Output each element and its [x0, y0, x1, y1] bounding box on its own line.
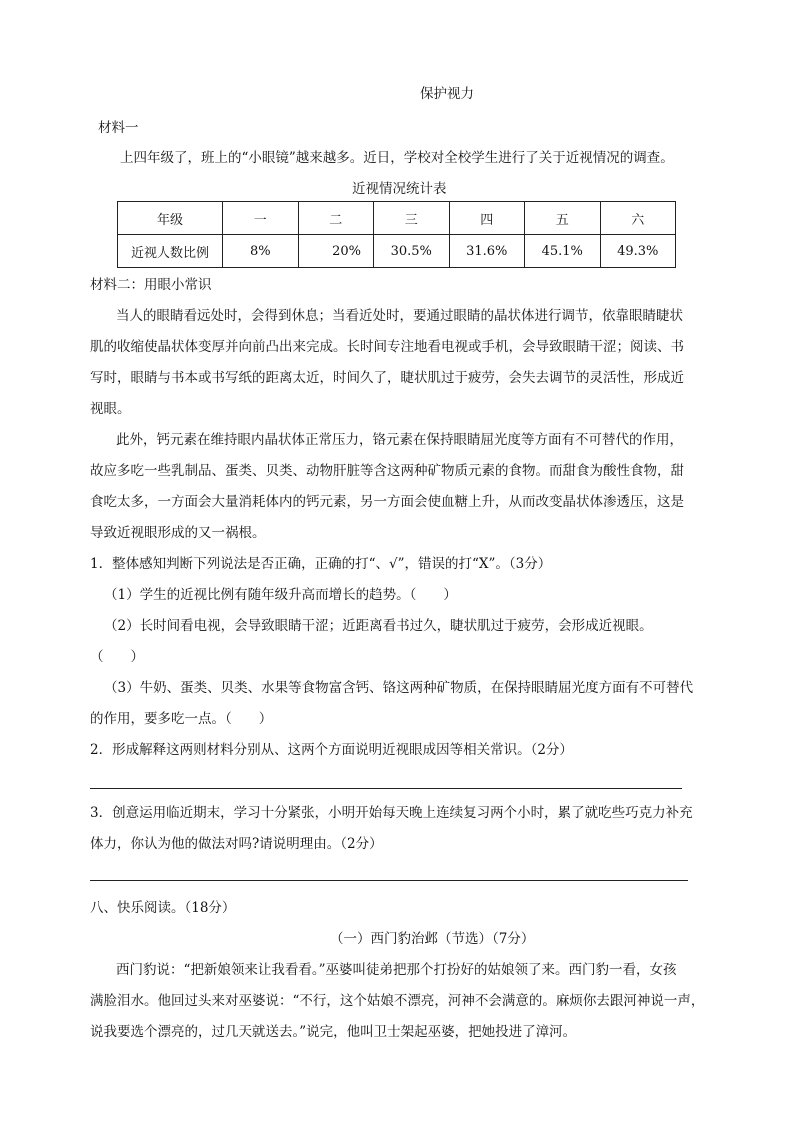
- paragraph-line: 当人的眼睛看远处时，会得到休息；当看近处时，要通过眼睛的晶状体进行调节，依靠眼睛睫状: [116, 308, 683, 324]
- answer-line[interactable]: [90, 788, 682, 789]
- reading-line: 说我要选个漂亮的，过几天就送去。”说完，他叫卫士架起巫婆，把她投进了漳河。: [90, 1024, 577, 1040]
- myopia-stats-table: [117, 201, 676, 268]
- table-cell-ratio: 49.3%: [600, 235, 676, 268]
- table-header-ratio: 近视人数比例: [118, 235, 223, 268]
- table-cell-ratio: 31.6%: [449, 235, 525, 268]
- table-cell-grade: 三: [374, 202, 450, 235]
- table-row-ratio: [118, 235, 676, 268]
- paragraph-line: 视眼。: [90, 401, 131, 417]
- material1-text: 上四年级了，班上的“小眼镜”越来越多。近日，学校对全校学生进行了关于近视情况的调查。: [120, 150, 674, 166]
- table-title: 近视情况统计表: [352, 181, 447, 197]
- paragraph-line: 导致近视眼形成的又一祸根。: [90, 525, 266, 541]
- paragraph-line: 肌的收缩使晶状体变厚并向前凸出来完成。长时间专注地看电视或手机，会导致眼睛干涩；阅读、书: [90, 339, 684, 355]
- paragraph-line: 故应多吃一些乳制品、蛋类、贝类、动物肝脏等含这两种矿物质元素的食物。而甜食为酸性食物，甜: [90, 463, 684, 479]
- reading-line: 满脸泪水。他回过头来对巫婆说：“不行，这个姑娘不漂亮，河神不会满意的。麻烦你去跟河神说一声，: [90, 993, 705, 1009]
- material1-label: 材料一: [98, 120, 139, 136]
- question-1-item-3: （3）牛奶、蛋类、贝类、水果等食物富含钙、铬这两种矿物质，在保持眼睛屈光度方面有不可替代: [104, 680, 694, 696]
- reading-subtitle: （一）西门豹治邺（节选）（7分）: [330, 931, 535, 947]
- paragraph-line: 此外，钙元素在维持眼内晶状体正常压力，铬元素在保持眼睛屈光度等方面有不可替代的作用，: [116, 432, 683, 448]
- table-cell-ratio: 30.5%: [374, 235, 450, 268]
- question-1-item-3-cont: 的作用，要多吃一点。（ ）: [90, 711, 273, 727]
- question-3-line: 3．创意运用临近期末，学习十分紧张，小明开始每天晚上连续复习两个小时，累了就吃些巧克力补充: [90, 805, 693, 821]
- table-cell-grade: 六: [600, 202, 676, 235]
- paragraph-line: 写时，眼睛与书本或书写纸的距离太近，时间久了，睫状肌过于疲劳，会失去调节的灵活性，形成近: [90, 370, 684, 386]
- table-cell-grade: 四: [449, 202, 525, 235]
- answer-line[interactable]: [90, 880, 688, 881]
- table-cell-ratio: 45.1%: [525, 235, 601, 268]
- paragraph-line: 食吃太多，一方面会大量消耗体内的钙元素，另一方面会使血糖上升，从而改变晶状体渗透压，这是: [90, 494, 684, 510]
- reading-line: 西门豹说：“把新娘领来让我看看。”巫婆叫徒弟把那个打扮好的姑娘领了来。西门豹一看，女孩: [116, 962, 677, 978]
- question-2-stem: 2．形成解释这两则材料分别从、这两个方面说明近视眼成因等相关常识。（2分）: [90, 742, 573, 758]
- answer-blank[interactable]: （ ）: [90, 649, 144, 665]
- page-title: 保护视力: [420, 86, 474, 102]
- table-header-grade: 年级: [118, 202, 223, 235]
- question-1-item-2: （2）长时间看电视，会导致眼睛干涩；近距离看书过久，睫状肌过于疲劳，会形成近视眼。: [104, 618, 653, 634]
- table-cell-ratio: 8%: [223, 235, 299, 268]
- material2-label: 材料二：用眼小常识: [90, 277, 212, 293]
- question-1-stem: 1．整体感知判断下列说法是否正确，正确的打“、√”，错误的打“X”。（3分）: [90, 556, 552, 572]
- table-row-grade: [118, 202, 676, 235]
- table-cell-ratio: 20%: [298, 235, 374, 268]
- section-heading: 八、快乐阅读。（18分）: [90, 900, 236, 916]
- table-cell-grade: 五: [525, 202, 601, 235]
- question-1-item-1: （1）学生的近视比例有随年级升高而增长的趋势。（ ）: [104, 587, 457, 603]
- table-cell-grade: 二: [298, 202, 374, 235]
- question-3-line: 体力，你认为他的做法对吗?请说明理由。（2分）: [90, 836, 383, 852]
- table-cell-grade: 一: [223, 202, 299, 235]
